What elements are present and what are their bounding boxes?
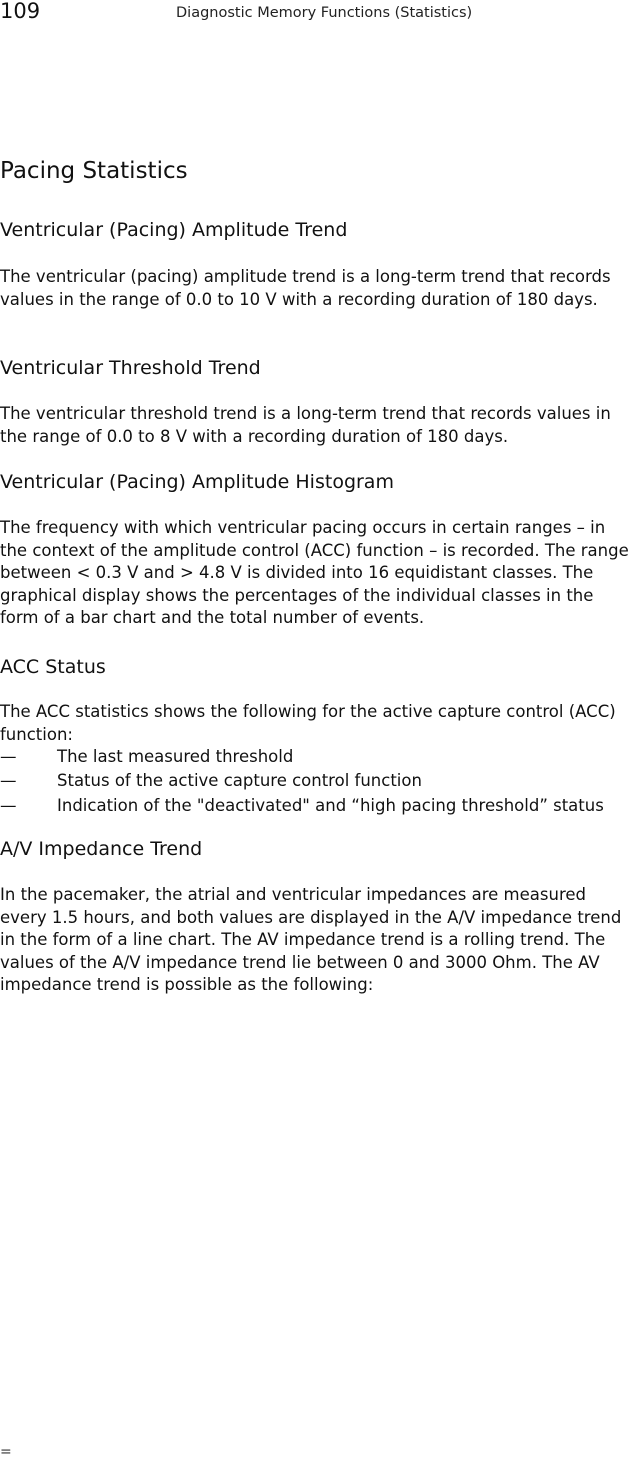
heading-amplitude-histogram: Ventricular (Pacing) Amplitude Histogram xyxy=(0,471,394,493)
paragraph-amplitude-trend: The ventricular (pacing) amplitude trend is a long-term trend that records values in the range of 0.0 to 10 V with a recording duration of 180 days. xyxy=(0,267,611,309)
section-title: Pacing Statistics xyxy=(0,158,188,184)
dash-bullet: — xyxy=(0,747,17,766)
acc-status-list xyxy=(0,745,635,818)
list-item xyxy=(0,794,635,818)
list-item-text: Status of the active capture control function xyxy=(57,771,422,791)
footer-mark: = xyxy=(0,1444,12,1460)
heading-av-impedance-trend: A/V Impedance Trend xyxy=(0,838,203,860)
paragraph-av-impedance-trend: In the pacemaker, the atrial and ventricular impedances are measured every 1.5 hours, and both values are displayed in the A/V impedance trend in the form of a line chart. The AV impedance trend is a rolling trend. The values of the A/V impedance trend lie between 0 and 3000 Ohm. The AV impedance trend is possible as the following: xyxy=(0,885,622,994)
heading-threshold-trend: Ventricular Threshold Trend xyxy=(0,357,261,379)
dash-bullet: — xyxy=(0,795,17,815)
heading-amplitude-trend: Ventricular (Pacing) Amplitude Trend xyxy=(0,219,348,241)
list-item xyxy=(0,769,635,793)
paragraph-amplitude-histogram: The frequency with which ventricular pacing occurs in certain ranges – in the context of the amplitude control (ACC) function – is recorded. The range between < 0.3 V and > 4.8 V is divided into 16 equidistant classes. The graphical display shows the percentages of the individual classes in the form of a bar chart and the total number of events. xyxy=(0,518,629,627)
paragraph-threshold-trend: The ventricular threshold trend is a long-term trend that records values in the range of 0.0 to 8 V with a recording duration of 180 days. xyxy=(0,404,611,446)
heading-acc-status: ACC Status xyxy=(0,656,106,678)
list-item-text: The last measured threshold xyxy=(57,747,294,766)
paragraph-acc-status: The ACC statistics shows the following for the active capture control (ACC) function: xyxy=(0,702,616,744)
list-item xyxy=(0,745,635,769)
running-header: Diagnostic Memory Functions (Statistics) xyxy=(176,5,473,21)
dash-bullet: — xyxy=(0,771,17,791)
page-number: 109 xyxy=(0,0,41,23)
list-item-text: Indication of the "deactivated" and “high pacing threshold” status xyxy=(57,795,604,815)
